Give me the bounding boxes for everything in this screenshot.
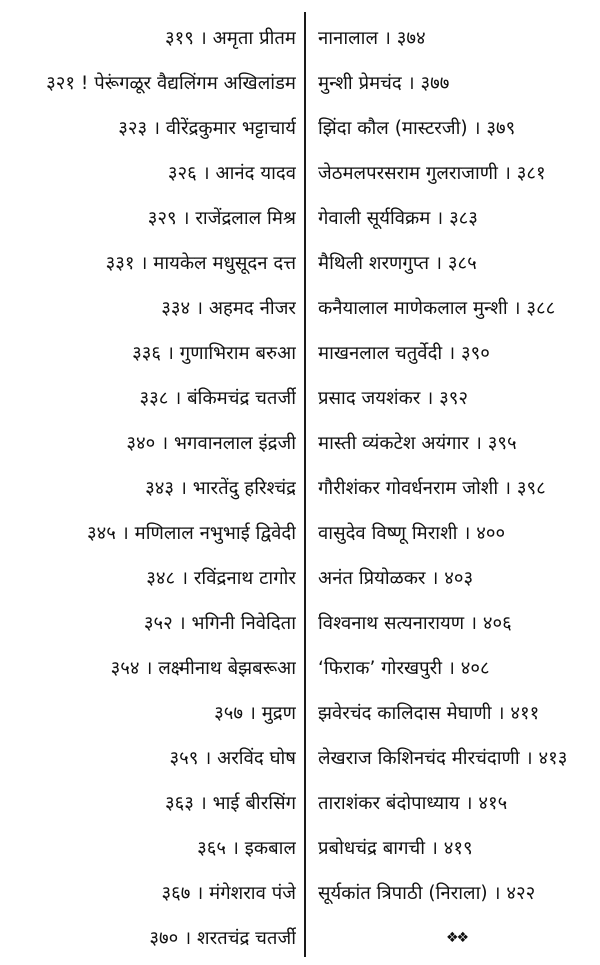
contents-entry: ३३८ । बंकिमचंद्र चतर्जी bbox=[139, 388, 296, 409]
contents-entry: ३२९ । राजेंद्रलाल मिश्र bbox=[147, 208, 296, 229]
contents-entry: ३३६ । गुणाभिराम बरुआ bbox=[132, 343, 296, 364]
contents-entry: ३४५ । मणिलाल नभुभाई द्विवेदी bbox=[87, 523, 296, 544]
contents-entry: झवेरचंद कालिदास मेघाणी । ४११ bbox=[318, 703, 540, 724]
contents-entry: ३६५ । इकबाल bbox=[197, 838, 296, 859]
contents-entry: ताराशंकर बंदोपाध्याय । ४१५ bbox=[318, 793, 508, 814]
contents-entry: झिंदा कौल (मास्टरजी) । ३७९ bbox=[318, 118, 516, 139]
contents-entry: ३५४ । लक्ष्मीनाथ बेझबरूआ bbox=[110, 658, 296, 679]
contents-entry: अनंत प्रियोळकर । ४०३ bbox=[318, 568, 474, 589]
contents-entry: मास्ती व्यंकटेश अयंगार । ३९५ bbox=[318, 433, 517, 454]
contents-entry: ३७० । शरतचंद्र चतर्जी bbox=[149, 928, 296, 949]
contents-entry: सूर्यकांत त्रिपाठी (निराला) । ४२२ bbox=[318, 883, 536, 904]
contents-entry: ३४३ । भारतेंदु हरिश्चंद्र bbox=[145, 478, 296, 499]
left-contents-column bbox=[0, 16, 296, 961]
contents-entry: ३२३ । वीरेंद्रकुमार भट्टाचार्य bbox=[118, 118, 296, 139]
contents-entry: लेखराज किशिनचंद मीरचंदाणी । ४१३ bbox=[318, 748, 568, 769]
contents-entry: मैथिली शरणगुप्त । ३८५ bbox=[318, 253, 477, 274]
contents-entry: गेवाली सूर्यविक्रम । ३८३ bbox=[318, 208, 478, 229]
contents-entry: ३२१ ! पेरूंगळूर वैद्यलिंगम अखिलांडम bbox=[46, 73, 296, 94]
contents-entry: ३६७ । मंगेशराव पंजे bbox=[161, 883, 296, 904]
contents-entry: जेठमलपरसराम गुलराजाणी । ३८१ bbox=[318, 163, 546, 184]
contents-entry: ३३४ । अहमद नीजर bbox=[161, 298, 296, 319]
contents-entry: विश्वनाथ सत्यनारायण । ४०६ bbox=[318, 613, 512, 634]
contents-entry: ३१९ । अमृता प्रीतम bbox=[165, 28, 296, 49]
contents-entry: ३५२ । भगिनी निवेदिता bbox=[143, 613, 296, 634]
contents-entry: ३६३ । भाई बीरसिंग bbox=[164, 793, 296, 814]
contents-entry: ३३१ । मायकेल मधुसूदन दत्त bbox=[105, 253, 296, 274]
contents-entry: माखनलाल चतुर्वेदी । ३९० bbox=[318, 343, 490, 364]
contents-entry: मुन्शी प्रेमचंद । ३७७ bbox=[318, 73, 450, 94]
contents-entry: प्रसाद जयशंकर । ३९२ bbox=[318, 388, 468, 409]
contents-entry: ३२६ । आनंद यादव bbox=[167, 163, 296, 184]
contents-entry: ‘फिराक’ गोरखपुरी । ४०८ bbox=[318, 658, 490, 679]
contents-entry: ३५७ । मुद्रण bbox=[214, 703, 296, 724]
contents-entry: ३५९ । अरविंद घोष bbox=[169, 748, 296, 769]
contents-entry: नानालाल । ३७४ bbox=[318, 28, 426, 49]
contents-entry: ३४० । भगवानलाल इंद्रजी bbox=[126, 433, 296, 454]
contents-entry: ३४८ । रविंद्रनाथ टागोर bbox=[146, 568, 296, 589]
right-contents-column bbox=[318, 16, 600, 961]
end-ornament: ❖❖ bbox=[446, 930, 468, 946]
column-divider bbox=[304, 12, 306, 957]
contents-entry: प्रबोधचंद्र बागची । ४१९ bbox=[318, 838, 473, 859]
contents-entry: कनैयालाल माणेकलाल मुन्शी । ३८८ bbox=[318, 298, 556, 319]
contents-entry: गौरीशंकर गोवर्धनराम जोशी । ३९८ bbox=[318, 478, 546, 499]
contents-entry: वासुदेव विष्णू मिराशी । ४०० bbox=[318, 523, 506, 544]
